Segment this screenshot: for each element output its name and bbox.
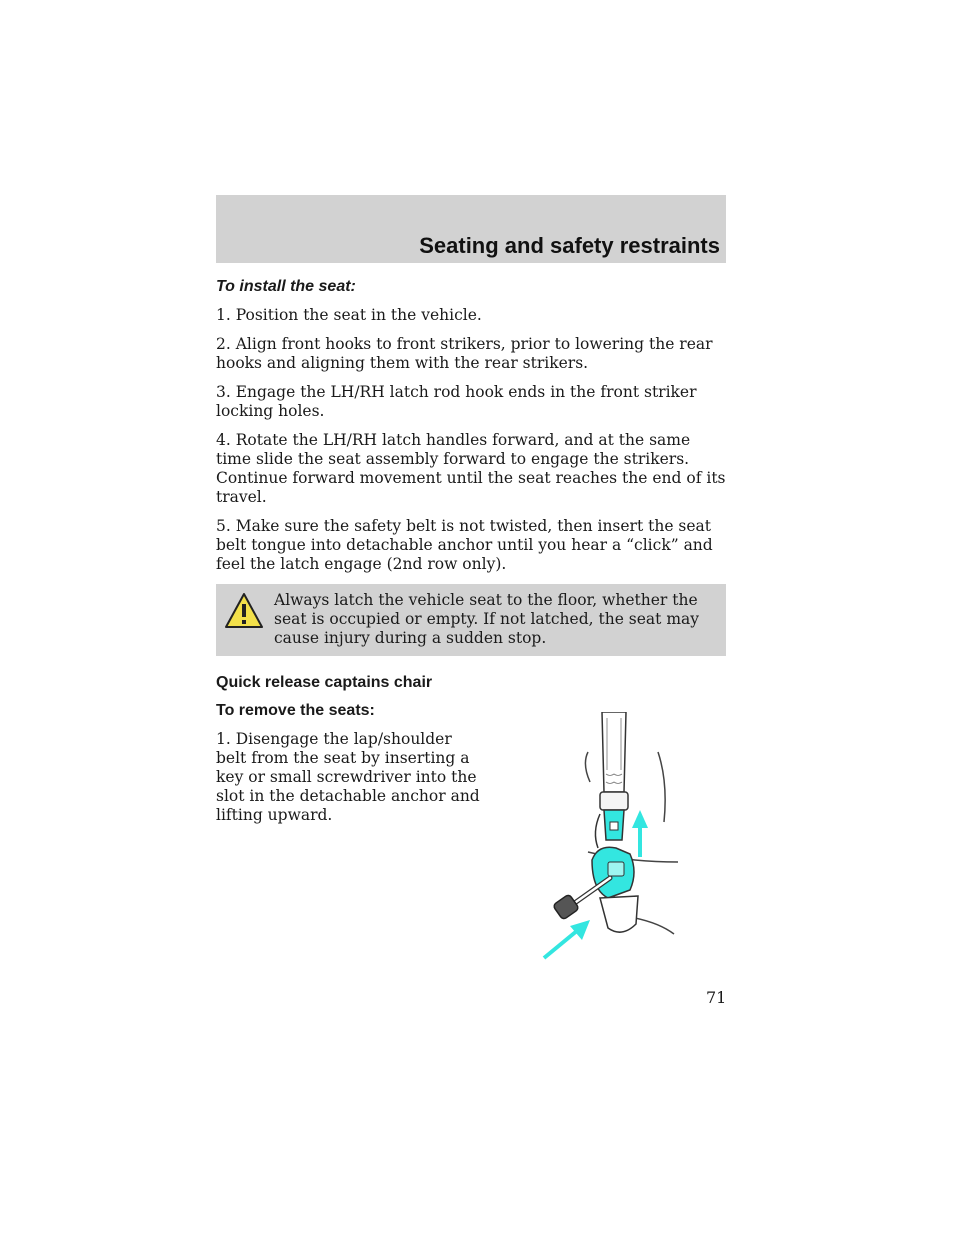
warning-box (216, 584, 726, 656)
install-step-5: 5. Make sure the safety belt is not twisted, then insert the seat belt tongue into detachable anchor until you hear a “click” and feel the latch engage (2nd row only). (216, 517, 713, 573)
page-header-title: Seating and safety restraints (419, 233, 720, 258)
install-step-2: 2. Align front hooks to front strikers, prior to lowering the rear hooks and aligning them with the rear strikers. (216, 335, 713, 372)
remove-step-1: 1. Disengage the lap/shoulder belt from the seat by inserting a key or small screwdriver into the slot in the detachable anchor and lifting upward. (216, 730, 480, 824)
remove-step-section (216, 730, 726, 1000)
install-step-1: 1. Position the seat in the vehicle. (216, 306, 482, 324)
quick-release-heading: Quick release captains chair (216, 674, 433, 691)
remove-seats-heading: To remove the seats: (216, 702, 375, 719)
main-content (216, 278, 726, 1000)
belt-anchor-illustration (538, 712, 678, 972)
install-step-3: 3. Engage the LH/RH latch rod hook ends in the front striker locking holes. (216, 383, 697, 420)
warning-text: Always latch the vehicle seat to the floor, whether the seat is occupied or empty. If not latched, the seat may cause injury during a sudden stop. (274, 591, 700, 647)
header-band (216, 195, 726, 263)
install-heading: To install the seat: (216, 278, 356, 295)
install-step-4: 4. Rotate the LH/RH latch handles forward, and at the same time slide the seat assembly forward to engage the strikers. Continue forward movement until the seat reaches the end of its travel. (216, 431, 726, 506)
warning-triangle-icon (224, 591, 264, 631)
page-number: 71 (706, 988, 727, 1007)
